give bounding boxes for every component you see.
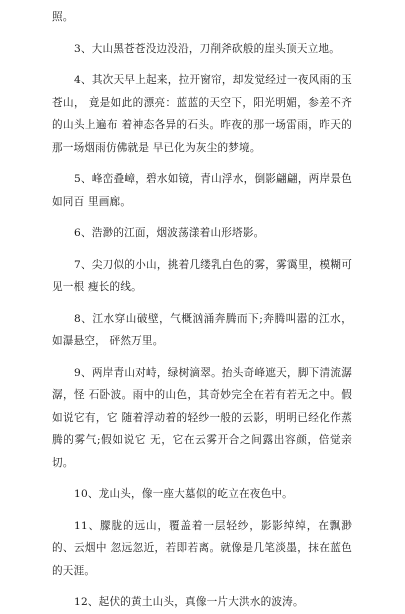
paragraph-6: 6、浩渺的江面，烟波荡漾着山形塔影。 [74, 227, 265, 239]
paragraph-10: 10、龙山头，像一座大墓似的屹立在夜色中。 [74, 488, 293, 500]
paragraph-4: 4、其次天早上起来，拉开窗帘，却发觉经过一夜风雨的玉苍山， 竟是如此的漂亮：蓝蓝的天空下，阳光明媚，参差不齐的山头上遍布 着神态各异的石头。昨夜的那一场雷雨，昨天的那一场烟雨仿佛就是 早已化为灰尘的梦境。 [52, 74, 352, 154]
paragraph-7: 7、尖刀似的小山，挑着几缕乳白色的雾，雾霭里，模糊可见一根 瘦长的线。 [52, 258, 352, 293]
paragraph-8: 8、江水穿山破壁，气概汹涌奔腾而下;奔腾叫嚣的江水，如瀑悬空， 砰然万里。 [52, 312, 352, 347]
paragraph-0: 照。 [52, 11, 74, 23]
paragraph-9: 9、两岸青山对峙，绿树滴翠。抬头奇峰遮天，脚下清流潺潺，怪 石卧波。雨中的山色，其奇妙完全在若有若无之中。假如说它有，它 随着浮动着的轻纱一般的云影，明明已经化作蒸腾的雾气;假如说它 无，它在云雾开合之间露出容颜，倍觉亲切。 [52, 366, 352, 469]
paragraph-5: 5、峰峦叠嶂，碧水如镜，青山浮水，倒影翩翩，两岸景色如同百 里画廊。 [52, 173, 352, 208]
paragraph-11: 11、朦胧的远山，覆盖着一层轻纱，影影绰绰，在飘渺的、云烟中 忽远忽近，若即若离。就像是几笔淡墨，抹在蓝色的天涯。 [52, 519, 352, 577]
paragraph-3: 3、大山黑苍苍没边没沿，刀削斧砍般的崖头顶天立地。 [74, 42, 340, 55]
paragraph-12: 12、起伏的黄土山头，真像一片大洪水的波涛。 [74, 596, 304, 608]
